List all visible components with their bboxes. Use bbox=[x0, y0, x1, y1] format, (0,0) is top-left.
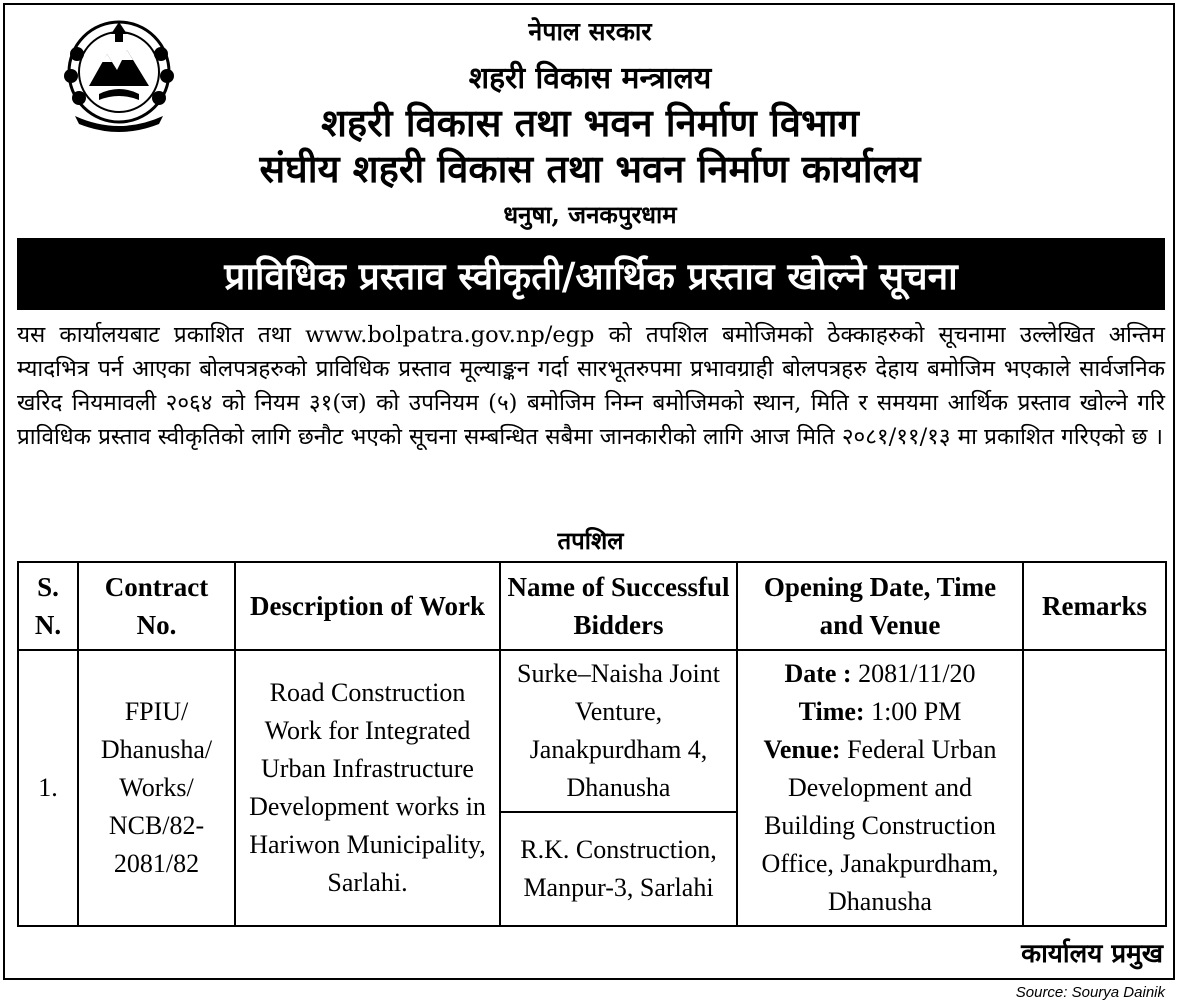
date-label: Date : bbox=[784, 659, 852, 688]
nepal-government-emblem bbox=[55, 14, 183, 134]
header-remarks: Remarks bbox=[1023, 562, 1166, 650]
venue-value: Federal Urban Development and Building Construction Office, Janakpurdham, Dhanusha bbox=[761, 735, 999, 916]
header-contract-no: Contract No. bbox=[78, 562, 235, 650]
source-credit: Source: Sourya Dainik bbox=[1015, 984, 1165, 1001]
cell-opening bbox=[737, 650, 1023, 926]
notice-title: प्राविधिक प्रस्ताव स्वीकृती/आर्थिक प्रस्ताव खोल्ने सूचना bbox=[224, 253, 958, 298]
bid-table bbox=[17, 561, 1167, 927]
time-label: Time: bbox=[798, 697, 865, 726]
cell-sn: 1. bbox=[18, 650, 78, 926]
cell-remarks bbox=[1023, 650, 1166, 926]
header-office: संघीय शहरी विकास तथा भवन निर्माण कार्यालय bbox=[259, 146, 921, 191]
date-value: 2081/11/20 bbox=[858, 659, 976, 688]
signature-office-chief: कार्यालय प्रमुख bbox=[1021, 939, 1163, 969]
cell-bidder-2: R.K. Construction, Manpur-3, Sarlahi bbox=[500, 812, 737, 926]
cell-contract-no: FPIU/ Dhanusha/ Works/ NCB/82- 2081/82 bbox=[78, 650, 235, 926]
header-ministry: शहरी विकास मन्त्रालय bbox=[468, 61, 712, 96]
schedule-heading: तपशिल bbox=[557, 526, 624, 555]
header-government: नेपाल सरकार bbox=[528, 17, 652, 46]
header-bidders: Name of Successful Bidders bbox=[500, 562, 737, 650]
notice-body: यस कार्यालयबाट प्रकाशित तथा www.bolpatra.gov.np/egp को तपशिल बमोजिमको ठेक्काहरुको सूचनामा उल्लेखित अन्तिम म्यादभित्र पर्न आएका बोलपत्रहरुको प्राविधिक प्रस्ताव मूल्याङ्कन गर्दा सारभूतरुपमा प्रभावग्राही बोलपत्रहरु देहाय बमोजिम भएकाले सार्वजनिक खरिद नियमावली २०६४ को नियम ३१(ज) को उपनियम (५) बमोजिम निम्न बमोजिमको स्थान, मिति र समयमा आर्थिक प्रस्ताव खोल्ने गरि प्राविधिक प्रस्ताव स्वीकृतिको लागि छनौट भएको सूचना सम्बन्धित सबैमा जानकारीको लागि आज मिति २०८१/११/१३ मा प्रकाशित गरिएको छ । bbox=[17, 322, 1165, 450]
cell-description: Road Construction Work for Integrated Urban Infrastructure Development works in Hariwon Municipality, Sarlahi. bbox=[235, 650, 500, 926]
table-header-row bbox=[18, 562, 1166, 650]
header-opening: Opening Date, Time and Venue bbox=[737, 562, 1023, 650]
notice-title-bar bbox=[17, 238, 1165, 310]
venue-label: Venue: bbox=[763, 735, 841, 764]
header-description: Description of Work bbox=[235, 562, 500, 650]
header-department: शहरी विकास तथा भवन निर्माण विभाग bbox=[321, 100, 859, 145]
table-row bbox=[18, 650, 1166, 812]
cell-bidder-1: Surke–Naisha Joint Venture, Janakpurdham 4, Dhanusha bbox=[500, 650, 737, 812]
header-sn: S. N. bbox=[18, 562, 78, 650]
time-value: 1:00 PM bbox=[871, 697, 962, 726]
header-location: धनुषा, जनकपुरधाम bbox=[503, 200, 677, 229]
